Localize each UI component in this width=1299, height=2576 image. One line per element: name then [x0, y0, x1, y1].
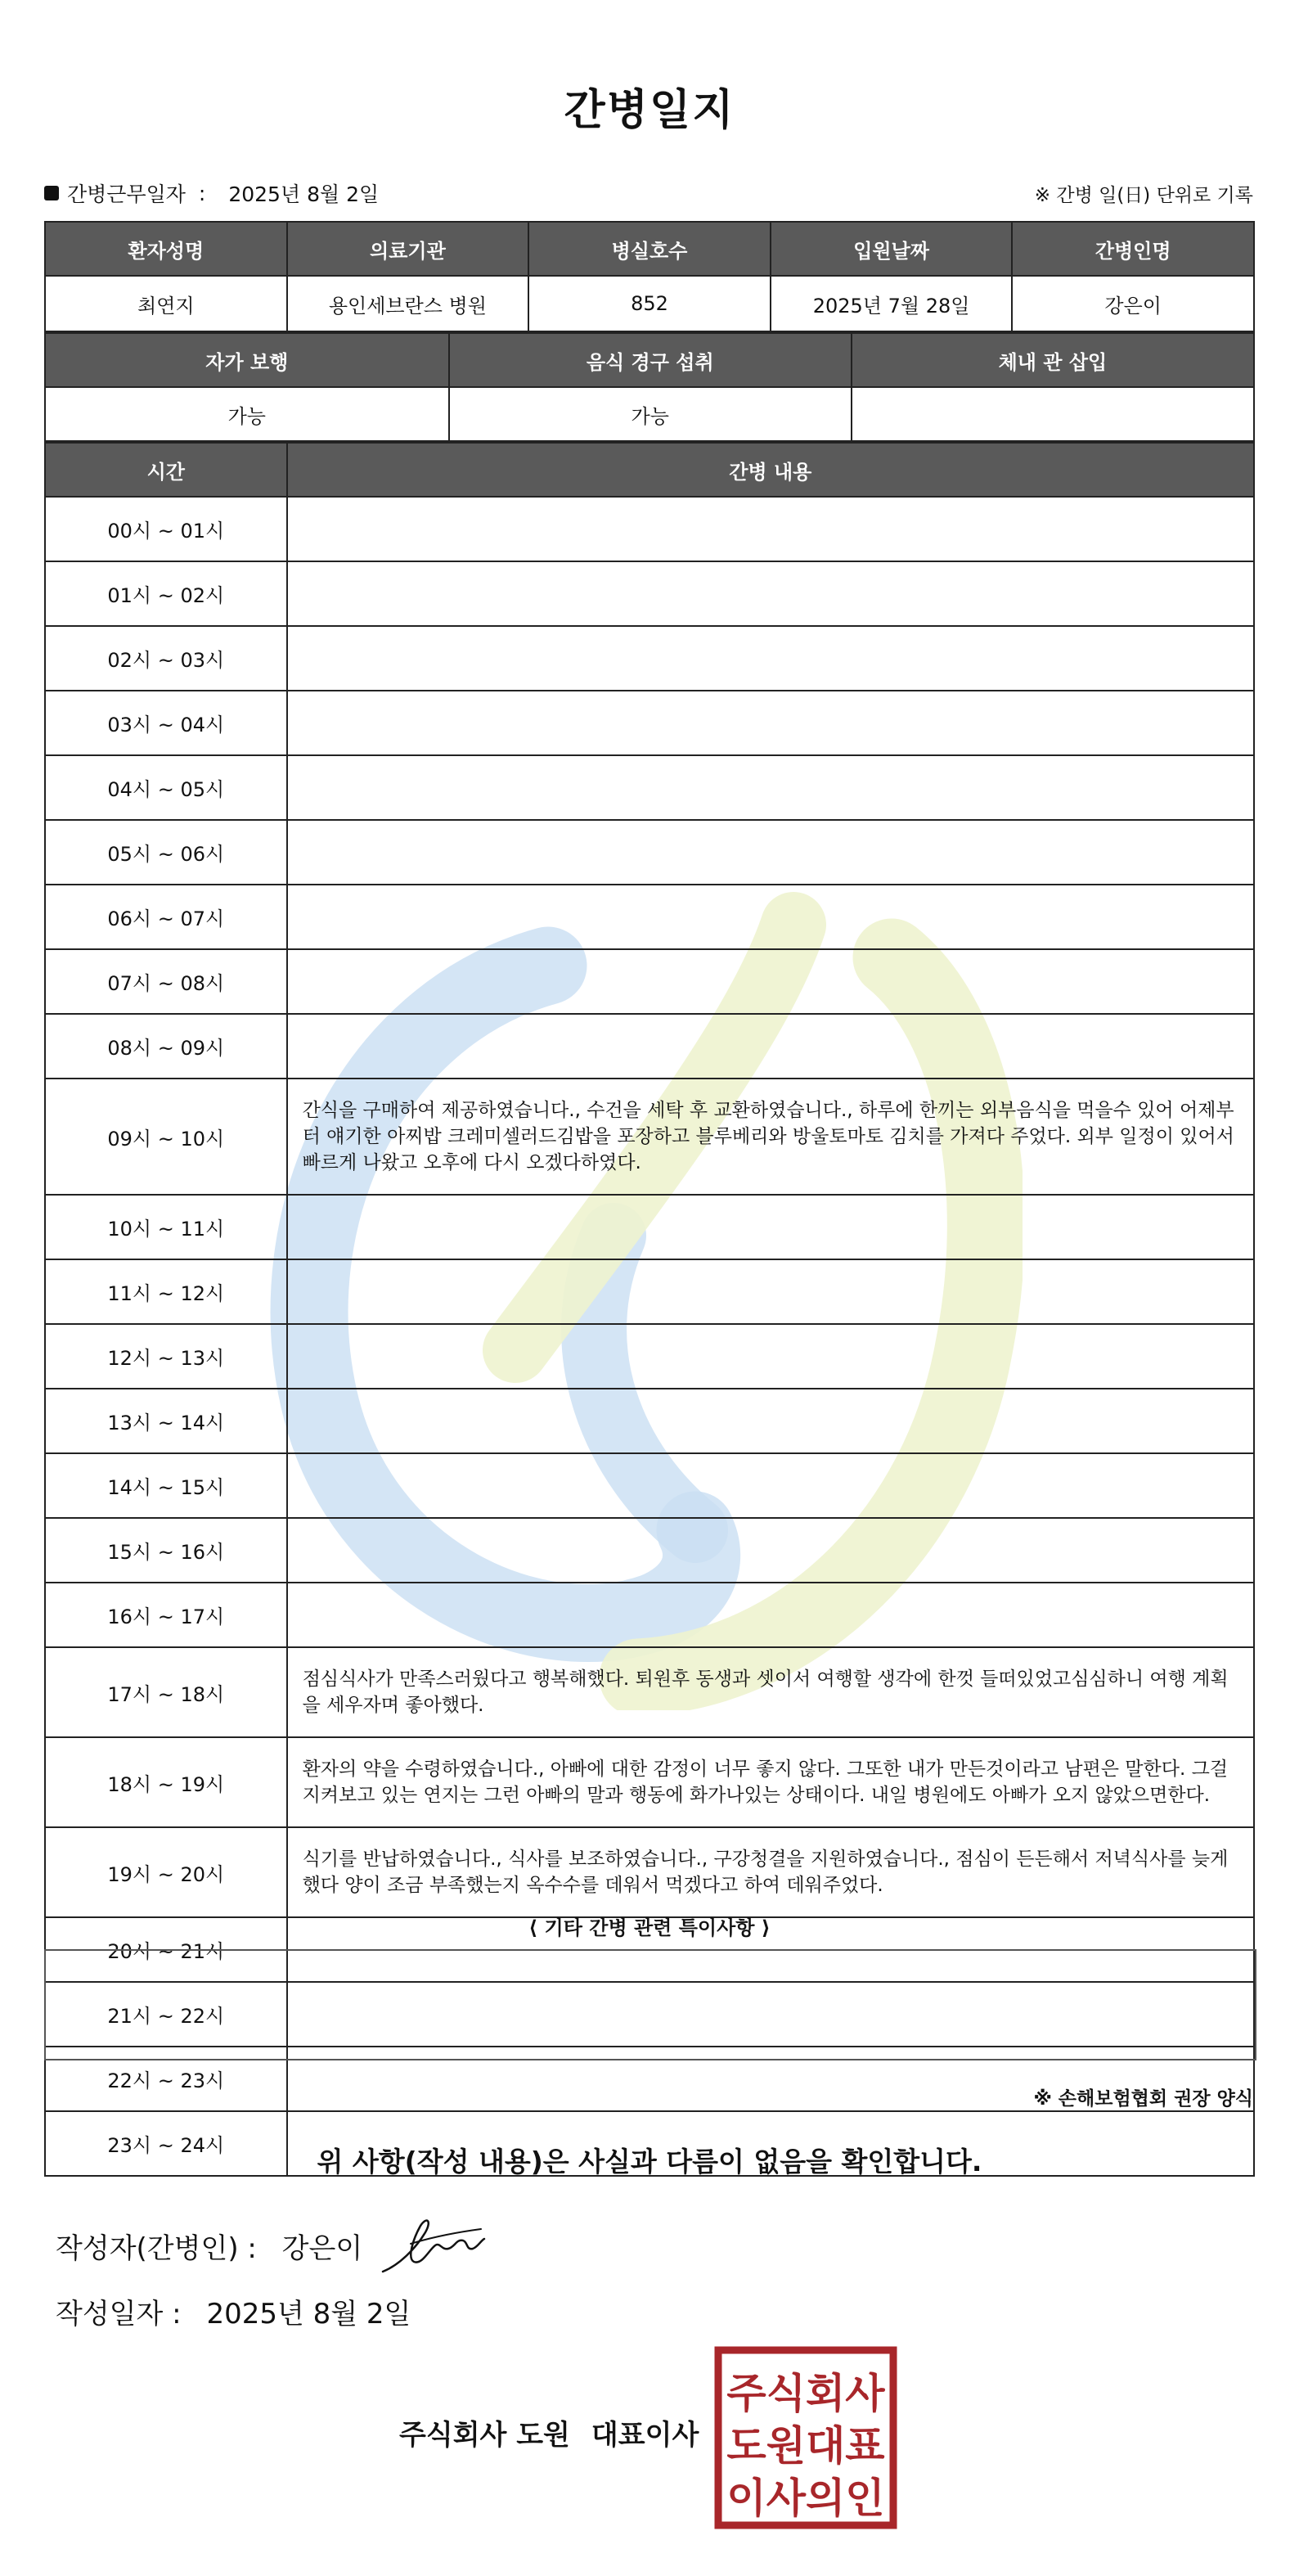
tube-insertion-value	[852, 387, 1254, 441]
written-date-label: 작성일자 :	[56, 2298, 182, 2331]
time-cell: 06시 ~ 07시	[45, 885, 287, 949]
care-log-header-row	[45, 443, 1254, 497]
author-label: 작성자(간병인) :	[56, 2232, 257, 2265]
time-cell: 19시 ~ 20시	[45, 1827, 287, 1917]
table-row	[45, 1195, 1254, 1259]
time-cell: 09시 ~ 10시	[45, 1079, 287, 1195]
content-cell	[287, 1518, 1254, 1583]
written-date-line	[56, 2291, 411, 2331]
content-cell	[287, 497, 1254, 561]
time-cell: 00시 ~ 01시	[45, 497, 287, 561]
table-row	[45, 1827, 1254, 1917]
table-row	[45, 561, 1254, 626]
content-cell: 간식을 구매하여 제공하였습니다., 수건을 세탁 후 교환하였습니다., 하루에 한끼는 외부음식을 먹을수 있어 어제부터 얘기한 아찌밥 크레미셀러드김밥을 포장하고 블루베리와 방울토마토 김치를 가져다 주었다. 외부 일정이 있어서 빠르게 나왔고 오후에 다시 오겠다하였다.	[287, 1079, 1254, 1195]
time-cell: 07시 ~ 08시	[45, 949, 287, 1014]
header-walking: 자가 보행	[45, 333, 449, 387]
table-row	[45, 1324, 1254, 1389]
table-row	[45, 1453, 1254, 1518]
table-row	[45, 755, 1254, 820]
header-time: 시간	[45, 443, 287, 497]
time-cell: 14시 ~ 15시	[45, 1453, 287, 1518]
content-cell	[287, 1259, 1254, 1324]
table-row	[45, 1079, 1254, 1195]
header-patient-name: 환자성명	[45, 222, 287, 276]
content-cell: 식기를 반납하였습니다., 식사를 보조하였습니다., 구강청결을 지원하였습니다., 점심이 든든해서 저녁식사를 늦게했다 양이 조금 부족했는지 옥수수를 데워서 먹겠다고 하여 데워주었다.	[287, 1827, 1254, 1917]
work-date-line	[44, 178, 379, 208]
time-cell: 08시 ~ 09시	[45, 1014, 287, 1079]
content-cell	[287, 949, 1254, 1014]
content-cell: 점심식사가 만족스러웠다고 행복해했다. 퇴원후 동생과 셋이서 여행할 생각에 한껏 들떠있었고심심하니 여행 계획을 세우자며 좋아했다.	[287, 1647, 1254, 1737]
signature-image	[375, 2208, 497, 2280]
time-cell: 16시 ~ 17시	[45, 1583, 287, 1647]
header-caregiver: 간병인명	[1012, 222, 1254, 276]
time-cell: 20시 ~ 21시	[45, 1917, 287, 1982]
table-row	[45, 497, 1254, 561]
admission-date: 2025년 7월 28일	[771, 276, 1013, 331]
bullet-square-icon	[44, 186, 59, 200]
content-cell	[287, 1453, 1254, 1518]
special-notes-box	[44, 1949, 1256, 2060]
seal-line-2: 도원대표	[726, 2422, 885, 2470]
time-cell: 02시 ~ 03시	[45, 626, 287, 691]
table-row	[45, 1518, 1254, 1583]
hospital-name: 용인세브란스 병원	[287, 276, 529, 331]
time-cell: 13시 ~ 14시	[45, 1389, 287, 1453]
time-cell: 01시 ~ 02시	[45, 561, 287, 626]
company-title: 대표이사	[591, 2419, 699, 2452]
caregiver-name: 강은이	[1012, 276, 1254, 331]
confirmation-statement: 위 사항(작성 내용)은 사실과 다름이 없음을 확인합니다.	[317, 2146, 982, 2177]
time-cell: 18시 ~ 19시	[45, 1737, 287, 1827]
oral-intake-value: 가능	[449, 387, 852, 441]
time-cell: 17시 ~ 18시	[45, 1647, 287, 1737]
time-cell: 11시 ~ 12시	[45, 1259, 287, 1324]
time-cell: 22시 ~ 23시	[45, 2047, 287, 2111]
header-room: 병실호수	[528, 222, 771, 276]
time-cell: 03시 ~ 04시	[45, 691, 287, 755]
seal-line-3: 이사의인	[726, 2475, 885, 2522]
time-cell: 21시 ~ 22시	[45, 1982, 287, 2047]
ability-value-row	[45, 387, 1254, 441]
seal-line-1: 주식회사	[726, 2370, 885, 2417]
work-date-label: 간병근무일자	[67, 182, 186, 206]
content-cell	[287, 1324, 1254, 1389]
time-cell: 12시 ~ 13시	[45, 1324, 287, 1389]
table-row	[45, 885, 1254, 949]
special-notes-title: ⟨ 기타 간병 관련 특이사항 ⟩	[528, 1916, 771, 1939]
content-cell	[287, 1583, 1254, 1647]
table-row	[45, 1014, 1254, 1079]
content-cell	[287, 626, 1254, 691]
written-date-value: 2025년 8월 2일	[206, 2298, 411, 2331]
content-cell	[287, 561, 1254, 626]
walking-value: 가능	[45, 387, 449, 441]
table-row	[45, 1647, 1254, 1737]
header-tube-insertion: 체내 관 삽입	[852, 333, 1254, 387]
patient-info-value-row	[45, 276, 1254, 331]
table-row	[45, 1583, 1254, 1647]
content-cell	[287, 1389, 1254, 1453]
patient-info-header-row	[45, 222, 1254, 276]
time-cell: 15시 ~ 16시	[45, 1518, 287, 1583]
header-oral-intake: 음식 경구 섭취	[449, 333, 852, 387]
content-cell	[287, 755, 1254, 820]
content-cell: 환자의 약을 수령하였습니다., 아빠에 대한 감정이 너무 좋지 않다. 그또한 내가 만든것이라고 남편은 말한다. 그걸 지켜보고 있는 연지는 그런 아빠의 말과 행동에 화가나있는 상태이다. 내일 병원에도 아빠가 오지 않았으면한다.	[287, 1737, 1254, 1827]
page-title: 간병일지	[564, 86, 735, 135]
table-row	[45, 1389, 1254, 1453]
time-cell: 23시 ~ 24시	[45, 2111, 287, 2176]
table-row	[45, 691, 1254, 755]
author-name: 강은이	[281, 2232, 363, 2265]
content-cell	[287, 1195, 1254, 1259]
author-line	[56, 2226, 362, 2266]
table-row	[45, 1259, 1254, 1324]
content-cell	[287, 885, 1254, 949]
company-name: 주식회사 도원	[399, 2419, 570, 2452]
table-row	[45, 820, 1254, 885]
content-cell	[287, 1014, 1254, 1079]
patient-name: 최연지	[45, 276, 287, 331]
time-cell: 05시 ~ 06시	[45, 820, 287, 885]
content-cell	[287, 691, 1254, 755]
header-hospital: 의료기관	[287, 222, 529, 276]
header-care-content: 간병 내용	[287, 443, 1254, 497]
time-cell: 10시 ~ 11시	[45, 1195, 287, 1259]
header-admission-date: 입원날짜	[771, 222, 1013, 276]
table-row	[45, 949, 1254, 1014]
table-row	[45, 1737, 1254, 1827]
content-cell	[287, 820, 1254, 885]
company-line	[399, 2412, 699, 2452]
ability-header-row	[45, 333, 1254, 387]
room-number: 852	[528, 276, 771, 331]
daily-record-note: ※ 간병 일(日) 단위로 기록	[1034, 185, 1253, 206]
patient-info-table	[44, 221, 1255, 332]
patient-ability-table	[44, 332, 1255, 442]
work-date-value: 2025년 8월 2일	[228, 182, 380, 206]
recommend-note: ※ 손해보험협회 권장 양식	[1033, 2088, 1253, 2110]
table-row	[45, 626, 1254, 691]
work-date-colon: :	[198, 181, 206, 205]
time-cell: 04시 ~ 05시	[45, 755, 287, 820]
company-seal-stamp	[713, 2345, 898, 2530]
